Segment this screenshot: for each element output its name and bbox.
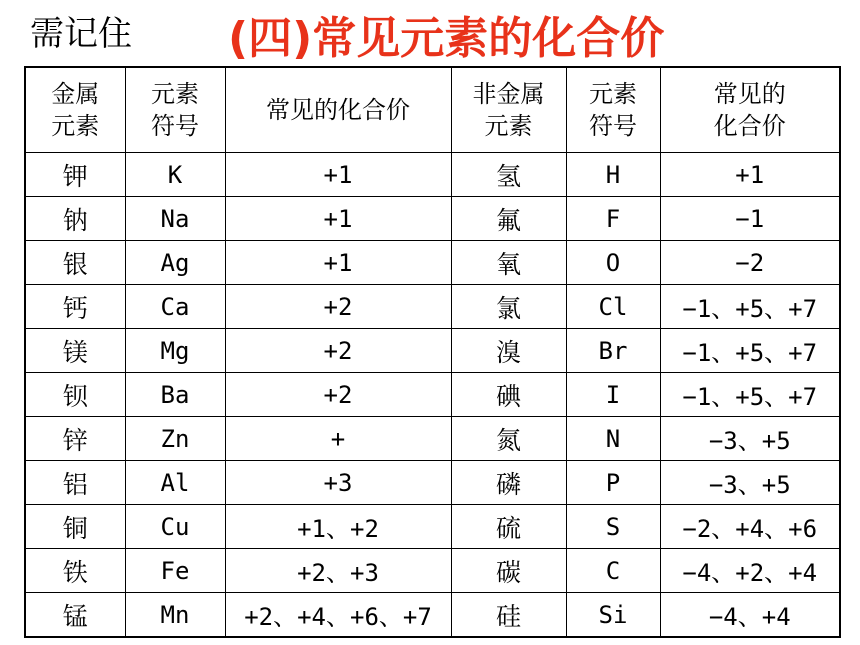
nonmetal-symbol: C xyxy=(566,549,660,593)
nonmetal-valence: −2 xyxy=(660,241,840,285)
nonmetal-symbol: I xyxy=(566,373,660,417)
metal-symbol: Fe xyxy=(125,549,225,593)
nonmetal-name: 碘 xyxy=(451,373,566,417)
metal-name: 镁 xyxy=(25,329,125,373)
metal-name: 银 xyxy=(25,241,125,285)
header-row xyxy=(25,67,840,153)
metal-valence: + xyxy=(225,417,451,461)
metal-name: 锌 xyxy=(25,417,125,461)
metal-name: 铝 xyxy=(25,461,125,505)
table-row xyxy=(25,197,840,241)
metal-symbol: Cu xyxy=(125,505,225,549)
nonmetal-symbol: Br xyxy=(566,329,660,373)
col-nonmetal-symbol: 元素 符号 xyxy=(566,67,660,153)
metal-name: 钾 xyxy=(25,153,125,197)
metal-symbol: Na xyxy=(125,197,225,241)
nonmetal-valence: −1 xyxy=(660,197,840,241)
table-row xyxy=(25,461,840,505)
nonmetal-valence: −1、+5、+7 xyxy=(660,329,840,373)
nonmetal-valence: −3、+5 xyxy=(660,461,840,505)
metal-symbol: Ca xyxy=(125,285,225,329)
remember-label: 需记住 xyxy=(30,14,132,54)
table-row xyxy=(25,329,840,373)
nonmetal-name: 氟 xyxy=(451,197,566,241)
col-metal-element: 金属 元素 xyxy=(25,67,125,153)
nonmetal-valence: +1 xyxy=(660,153,840,197)
table-row xyxy=(25,373,840,417)
metal-valence: +2、+4、+6、+7 xyxy=(225,593,451,638)
page-title: (四)常见元素的化合价 xyxy=(228,13,665,64)
nonmetal-valence: −2、+4、+6 xyxy=(660,505,840,549)
metal-valence: +2 xyxy=(225,285,451,329)
nonmetal-symbol: H xyxy=(566,153,660,197)
table-header xyxy=(25,67,840,153)
nonmetal-name: 氢 xyxy=(451,153,566,197)
nonmetal-name: 硫 xyxy=(451,505,566,549)
table-row xyxy=(25,153,840,197)
metal-valence: +3 xyxy=(225,461,451,505)
nonmetal-symbol: N xyxy=(566,417,660,461)
metal-symbol: Mg xyxy=(125,329,225,373)
metal-valence: +1 xyxy=(225,153,451,197)
col-nonmetal-element: 非金属 元素 xyxy=(451,67,566,153)
metal-name: 锰 xyxy=(25,593,125,638)
nonmetal-symbol: O xyxy=(566,241,660,285)
col-metal-symbol: 元素 符号 xyxy=(125,67,225,153)
nonmetal-valence: −4、+2、+4 xyxy=(660,549,840,593)
metal-symbol: Ag xyxy=(125,241,225,285)
nonmetal-symbol: S xyxy=(566,505,660,549)
metal-name: 铁 xyxy=(25,549,125,593)
metal-valence: +1、+2 xyxy=(225,505,451,549)
metal-name: 铜 xyxy=(25,505,125,549)
col-metal-valence: 常见的化合价 xyxy=(225,67,451,153)
table-row xyxy=(25,549,840,593)
nonmetal-valence: −1、+5、+7 xyxy=(660,285,840,329)
nonmetal-symbol: F xyxy=(566,197,660,241)
valence-table xyxy=(24,66,841,638)
nonmetal-name: 氧 xyxy=(451,241,566,285)
nonmetal-name: 氮 xyxy=(451,417,566,461)
metal-name: 钡 xyxy=(25,373,125,417)
table-row xyxy=(25,241,840,285)
nonmetal-name: 氯 xyxy=(451,285,566,329)
metal-name: 钠 xyxy=(25,197,125,241)
nonmetal-symbol: P xyxy=(566,461,660,505)
metal-name: 钙 xyxy=(25,285,125,329)
nonmetal-valence: −1、+5、+7 xyxy=(660,373,840,417)
metal-valence: +2 xyxy=(225,329,451,373)
table-row xyxy=(25,417,840,461)
nonmetal-symbol: Cl xyxy=(566,285,660,329)
metal-symbol: Zn xyxy=(125,417,225,461)
nonmetal-name: 碳 xyxy=(451,549,566,593)
col-nonmetal-valence: 常见的 化合价 xyxy=(660,67,840,153)
nonmetal-name: 磷 xyxy=(451,461,566,505)
metal-valence: +2 xyxy=(225,373,451,417)
nonmetal-valence: −4、+4 xyxy=(660,593,840,638)
table-row xyxy=(25,593,840,638)
metal-valence: +1 xyxy=(225,241,451,285)
nonmetal-valence: −3、+5 xyxy=(660,417,840,461)
table-body xyxy=(25,153,840,638)
table-row xyxy=(25,505,840,549)
metal-symbol: Al xyxy=(125,461,225,505)
nonmetal-name: 硅 xyxy=(451,593,566,638)
nonmetal-symbol: Si xyxy=(566,593,660,638)
nonmetal-name: 溴 xyxy=(451,329,566,373)
metal-symbol: Ba xyxy=(125,373,225,417)
metal-symbol: K xyxy=(125,153,225,197)
metal-valence: +1 xyxy=(225,197,451,241)
metal-symbol: Mn xyxy=(125,593,225,638)
metal-valence: +2、+3 xyxy=(225,549,451,593)
table-row xyxy=(25,285,840,329)
